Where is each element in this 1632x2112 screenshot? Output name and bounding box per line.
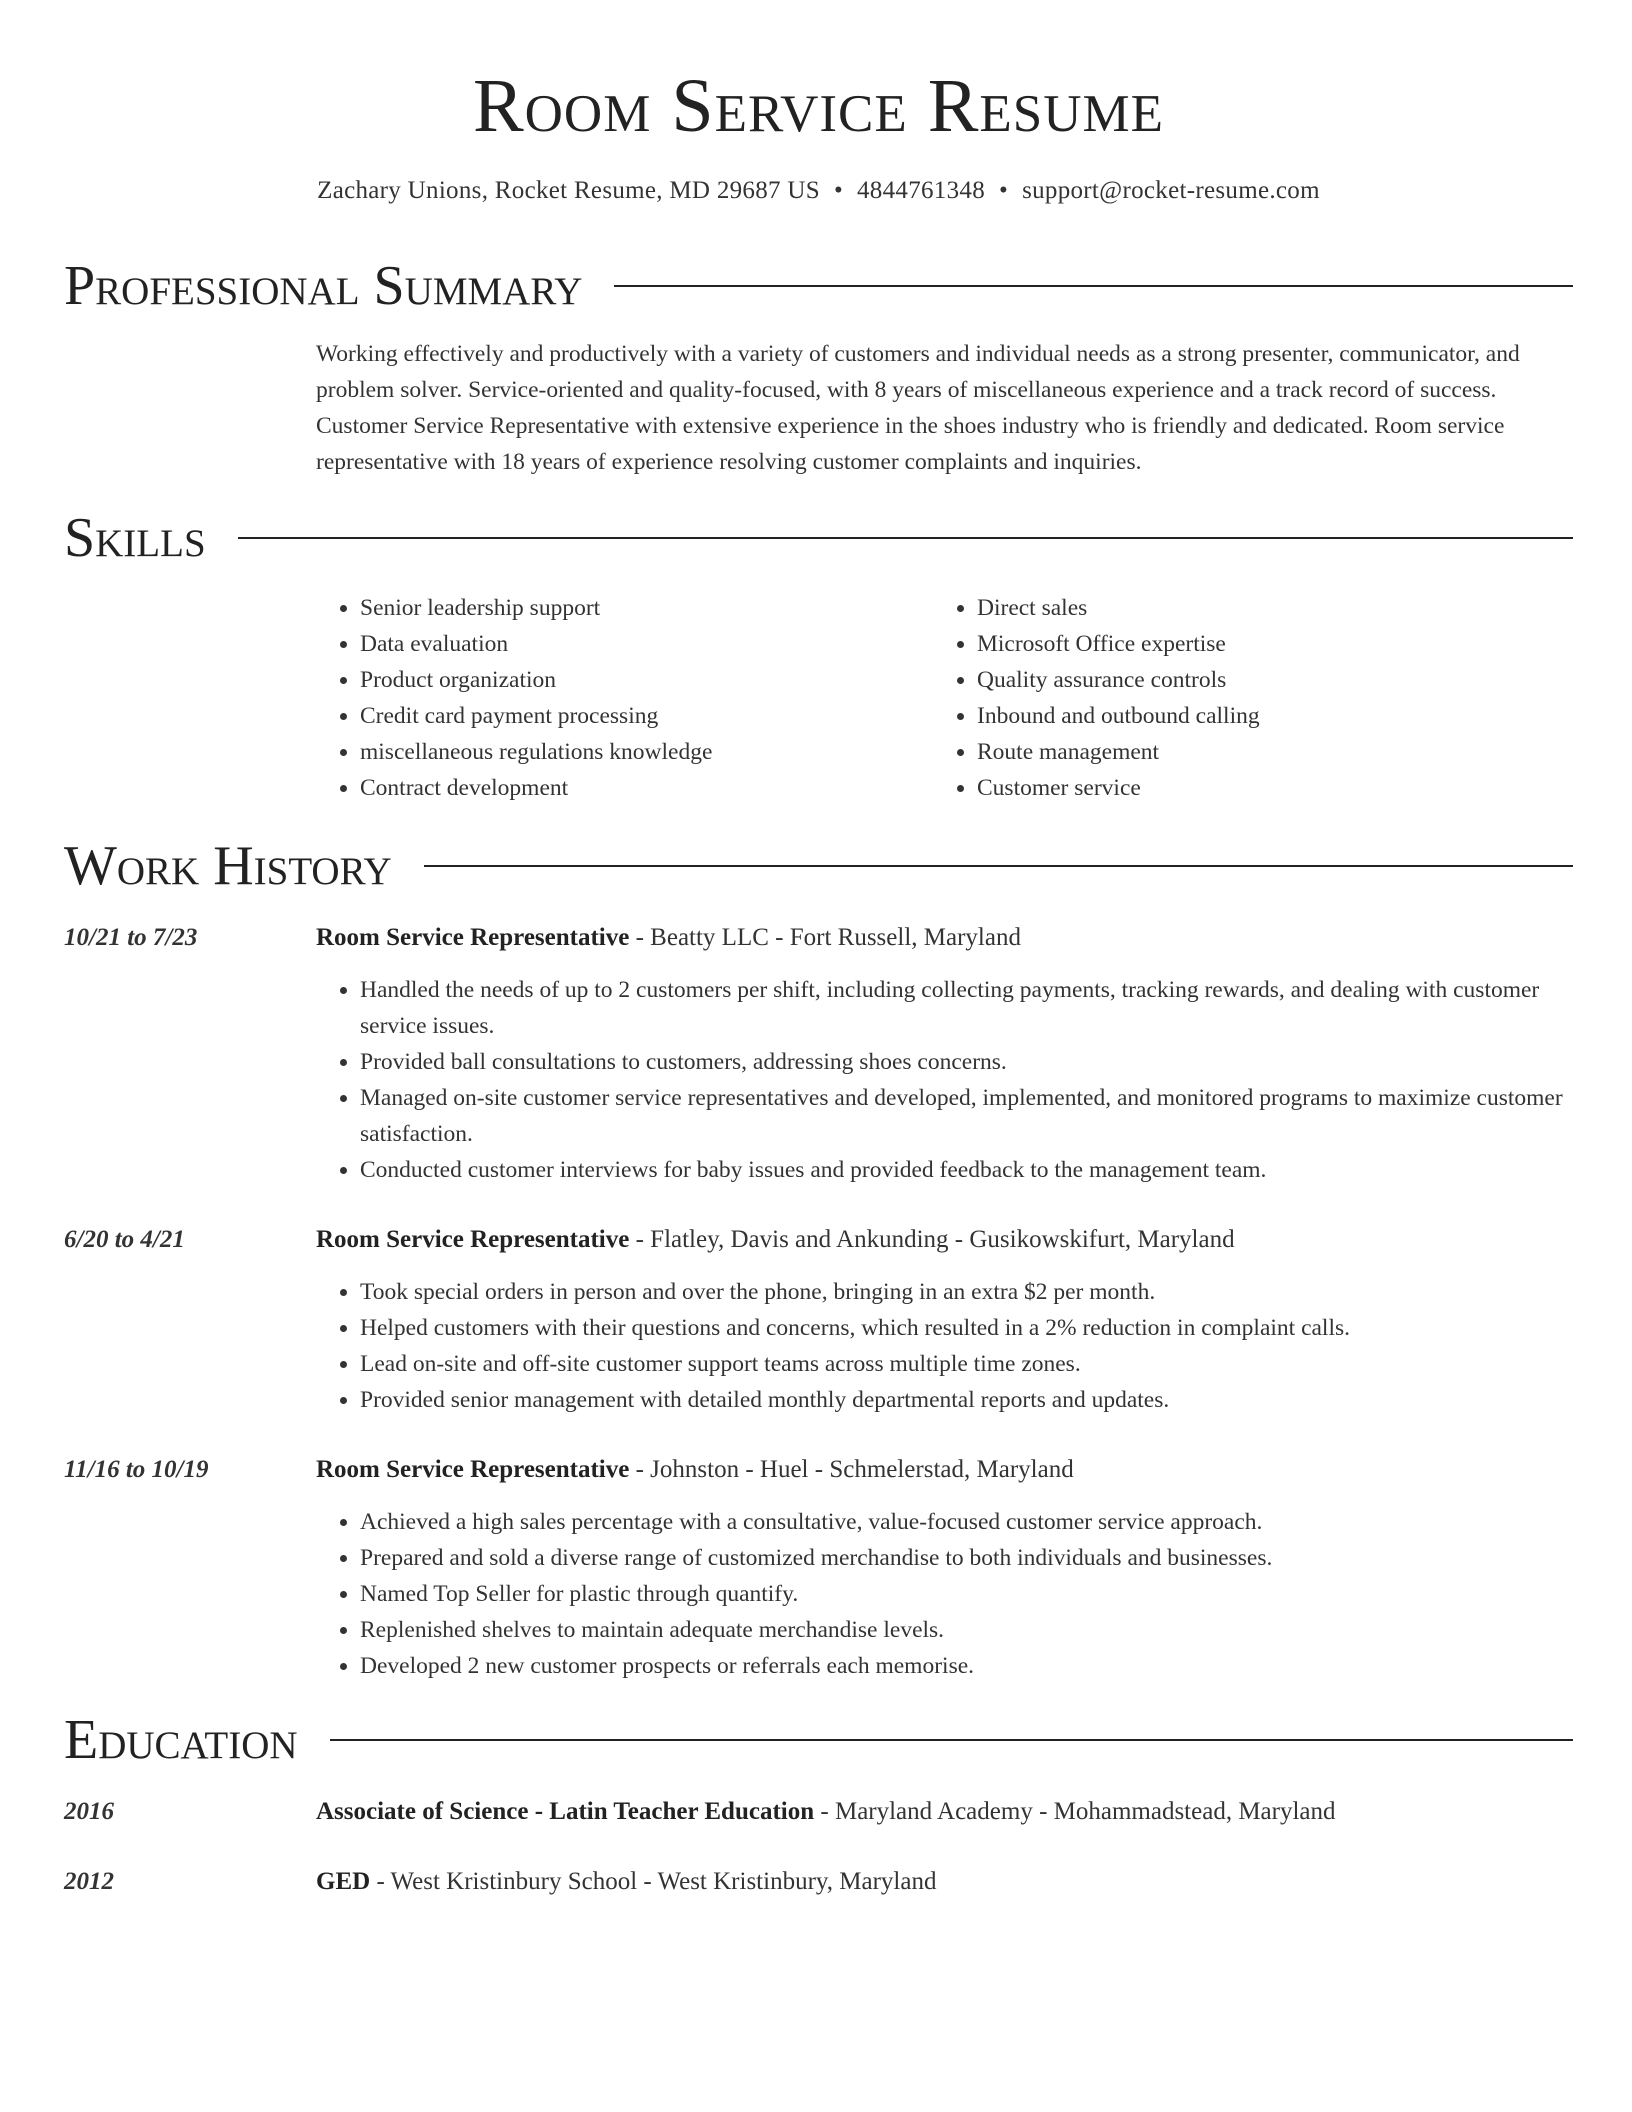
job-bullet: • Provided senior management with detailed monthly departmental reports and updates. bbox=[360, 1382, 1573, 1418]
job-company: - Johnston - Huel - Schmelerstad, Maryland bbox=[629, 1456, 1074, 1483]
resume-page bbox=[64, 0, 1573, 1895]
contact-address: Zachary Unions, Rocket Resume, MD 29687 US bbox=[317, 177, 820, 204]
skills-list bbox=[316, 590, 1573, 810]
job-entry bbox=[316, 1452, 1573, 1684]
education-heading: Education bbox=[64, 1709, 298, 1771]
job-bullets bbox=[316, 972, 1573, 1188]
skill-item: • Senior leadership support bbox=[360, 590, 712, 626]
skill-item: • Credit card payment processing bbox=[360, 698, 712, 734]
summary-text: Working effectively and productively with a variety of customers and individual needs as a strong presenter, communicator, and problem solver. Service-oriented and quality-focused, with 8 years of miscellaneous experience and a track record of success. Customer Service Representative with extensive experience in the shoes industry who is friendly and dedicated. Room service representative with 18 years of experience resolving customer complaints and inquiries. bbox=[316, 341, 1520, 475]
education-school: - West Kristinbury School - West Kristinbury, Maryland bbox=[370, 1868, 937, 1895]
job-dates: 6/20 to 4/21 bbox=[64, 1226, 185, 1253]
job-entry bbox=[316, 920, 1573, 1188]
skill-item: • Contract development bbox=[360, 770, 712, 806]
section-divider bbox=[330, 1739, 1573, 1741]
job-dates: 11/16 to 10/19 bbox=[64, 1456, 209, 1483]
job-title-line bbox=[316, 1222, 1573, 1258]
education-entry bbox=[316, 1794, 1573, 1830]
education-year: 2012 bbox=[64, 1868, 114, 1895]
education-entry bbox=[316, 1864, 1573, 1900]
skills-column-left bbox=[316, 590, 712, 806]
job-title: Room Service Representative bbox=[316, 1226, 630, 1253]
skill-item: • Product organization bbox=[360, 662, 712, 698]
job-bullet: • Handled the needs of up to 2 customers per shift, including collecting payments, tracking rewards, and dealing with customer service issues. bbox=[360, 972, 1573, 1044]
contact-email: support@rocket-resume.com bbox=[1022, 177, 1320, 204]
job-bullet: • Replenished shelves to maintain adequate merchandise levels. bbox=[360, 1612, 1573, 1648]
resume-title: Room Service Resume bbox=[472, 64, 1165, 148]
job-title: Room Service Representative bbox=[316, 924, 630, 951]
contact-separator: • bbox=[999, 177, 1009, 204]
work-section-header bbox=[64, 836, 1573, 896]
job-bullet: • Named Top Seller for plastic through quantify. bbox=[360, 1576, 1573, 1612]
job-bullet: • Helped customers with their questions and concerns, which resulted in a 2% reduction in complaint calls. bbox=[360, 1310, 1573, 1346]
education-school: - Maryland Academy - Mohammadstead, Maryland bbox=[814, 1798, 1336, 1825]
skills-section-header bbox=[64, 508, 1573, 568]
education-section-header bbox=[64, 1710, 1573, 1770]
job-bullet: • Took special orders in person and over the phone, bringing in an extra $2 per month. bbox=[360, 1274, 1573, 1310]
summary-heading: Professional Summary bbox=[64, 255, 583, 317]
job-title: Room Service Representative bbox=[316, 1456, 630, 1483]
job-bullet: • Achieved a high sales percentage with a consultative, value-focused customer service approach. bbox=[360, 1504, 1573, 1540]
skill-item: • miscellaneous regulations knowledge bbox=[360, 734, 712, 770]
job-title-line bbox=[316, 920, 1573, 956]
job-entry bbox=[316, 1222, 1573, 1418]
contact-phone: 4844761348 bbox=[857, 177, 985, 204]
skills-heading: Skills bbox=[64, 507, 206, 569]
section-divider bbox=[424, 865, 1573, 867]
skill-item: • Data evaluation bbox=[360, 626, 712, 662]
skill-item: • Route management bbox=[977, 734, 1260, 770]
section-divider bbox=[614, 285, 1573, 287]
job-bullets bbox=[316, 1504, 1573, 1684]
skill-item: • Customer service bbox=[977, 770, 1260, 806]
work-heading: Work History bbox=[64, 835, 392, 897]
contact-separator: • bbox=[833, 177, 843, 204]
job-bullet: • Lead on-site and off-site customer support teams across multiple time zones. bbox=[360, 1346, 1573, 1382]
education-degree: GED bbox=[316, 1868, 371, 1895]
skill-item: • Inbound and outbound calling bbox=[977, 698, 1260, 734]
job-bullet: • Developed 2 new customer prospects or referrals each memorise. bbox=[360, 1648, 1573, 1684]
job-bullet: • Conducted customer interviews for baby issues and provided feedback to the management team. bbox=[360, 1152, 1573, 1188]
skill-item: • Microsoft Office expertise bbox=[977, 626, 1260, 662]
job-bullet: • Provided ball consultations to customers, addressing shoes concerns. bbox=[360, 1044, 1573, 1080]
skills-column-right bbox=[933, 590, 1260, 806]
job-bullet: • Managed on-site customer service representatives and developed, implemented, and monitored programs to maximize customer satisfaction. bbox=[360, 1080, 1573, 1152]
summary-section-header bbox=[64, 256, 1573, 316]
job-company: - Beatty LLC - Fort Russell, Maryland bbox=[629, 924, 1021, 951]
job-dates: 10/21 to 7/23 bbox=[64, 924, 198, 951]
education-degree: Associate of Science - Latin Teacher Education bbox=[316, 1798, 815, 1825]
section-divider bbox=[238, 537, 1573, 539]
education-year: 2016 bbox=[64, 1798, 114, 1825]
skill-item: • Direct sales bbox=[977, 590, 1260, 626]
skill-item: • Quality assurance controls bbox=[977, 662, 1260, 698]
job-company: - Flatley, Davis and Ankunding - Gusikowskifurt, Maryland bbox=[629, 1226, 1235, 1253]
contact-line bbox=[64, 176, 1573, 206]
job-bullets bbox=[316, 1274, 1573, 1418]
job-bullet: • Prepared and sold a diverse range of customized merchandise to both individuals and businesses. bbox=[360, 1540, 1573, 1576]
job-title-line bbox=[316, 1452, 1573, 1488]
